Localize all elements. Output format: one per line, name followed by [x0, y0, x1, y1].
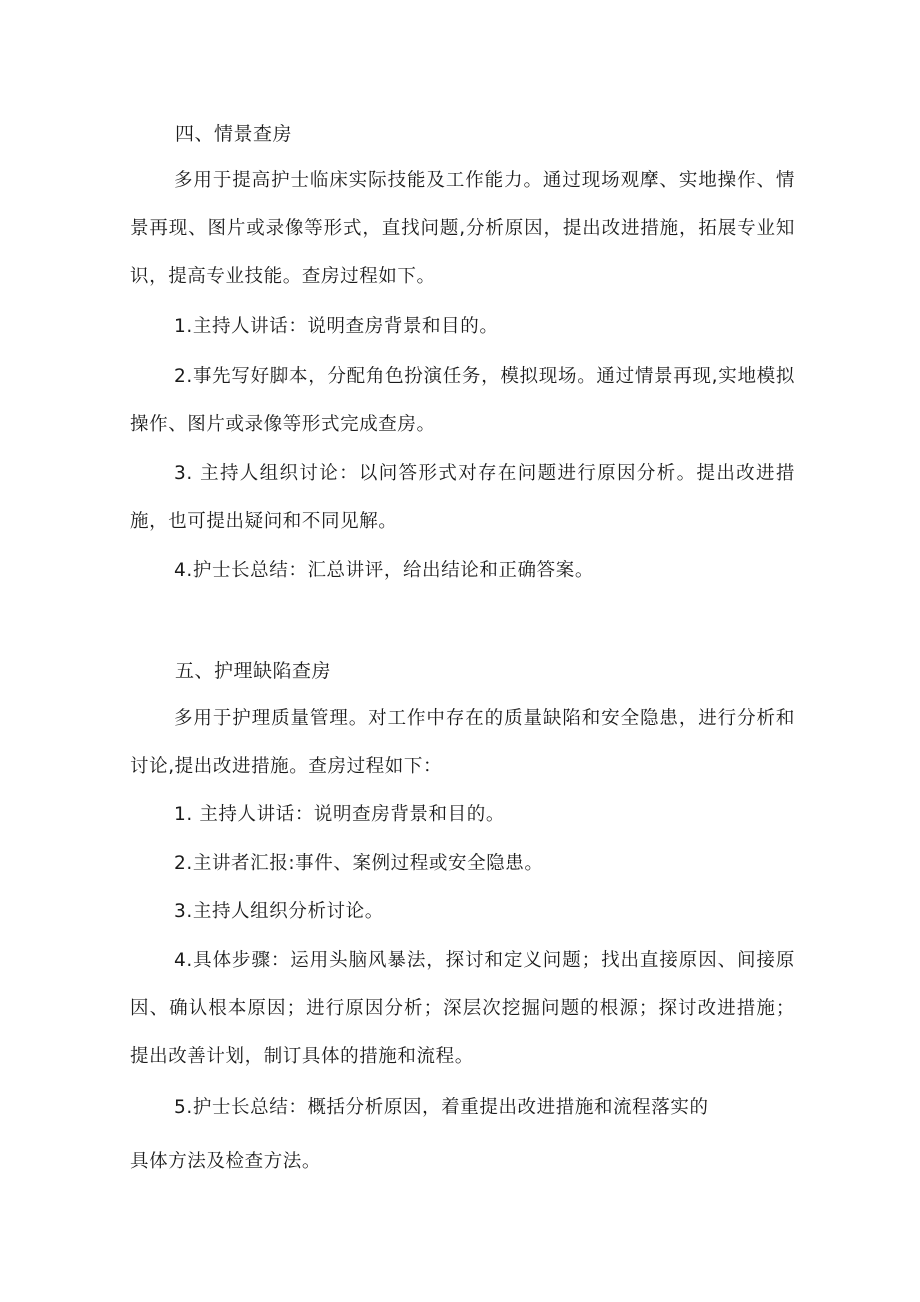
- section-4-step-3: 3. 主持人组织讨论：以问答形式对存在问题进行原因分析。提出改进措施，也可提出疑问和不同见解。: [130, 463, 795, 532]
- section-5-title: 五、护理缺陷查房: [175, 660, 332, 682]
- section-4-step-2: 2.事先写好脚本，分配角色扮演任务，模拟现场。通过情景再现,实地模拟操作、图片或录像等形式完成查房。: [130, 366, 795, 435]
- section-4-step-1: 1.主持人讲话：说明查房背景和目的。: [174, 316, 499, 337]
- section-4-title: 四、情景查房: [175, 123, 293, 145]
- section-5-tail: 具体方法及检查方法。: [130, 1151, 322, 1172]
- section-4-intro: 多用于提高护士临床实际技能及工作能力。通过现场观摩、实地操作、情景再现、图片或录像等形式，直找问题,分析原因，提出改进措施，拓展专业知识，提高专业技能。查房过程如下。: [130, 170, 795, 287]
- section-5-step-2: 2.主讲者汇报:事件、案例过程或安全隐患。: [174, 853, 544, 874]
- section-5-intro: 多用于护理质量管理。对工作中存在的质量缺陷和安全隐患，进行分析和讨论,提出改进措施。查房过程如下：: [130, 708, 795, 777]
- section-4-step-4: 4.护士长总结：汇总讲评，给出结论和正确答案。: [174, 560, 594, 581]
- section-5-step-3: 3.主持人组织分析讨论。: [174, 901, 384, 922]
- section-5-step-1: 1. 主持人讲话：说明查房背景和目的。: [174, 804, 505, 825]
- section-5-step-4: 4.具体步骤：运用头脑风暴法，探讨和定义问题；找出直接原因、间接原因、确认根本原因；进行原因分析；深层次挖掘问题的根源；探讨改进措施；提出改善计划，制订具体的措施和流程。: [130, 950, 795, 1067]
- section-5-step-5: 5.护士长总结：概括分析原因，着重提出改进措施和流程落实的: [174, 1097, 709, 1118]
